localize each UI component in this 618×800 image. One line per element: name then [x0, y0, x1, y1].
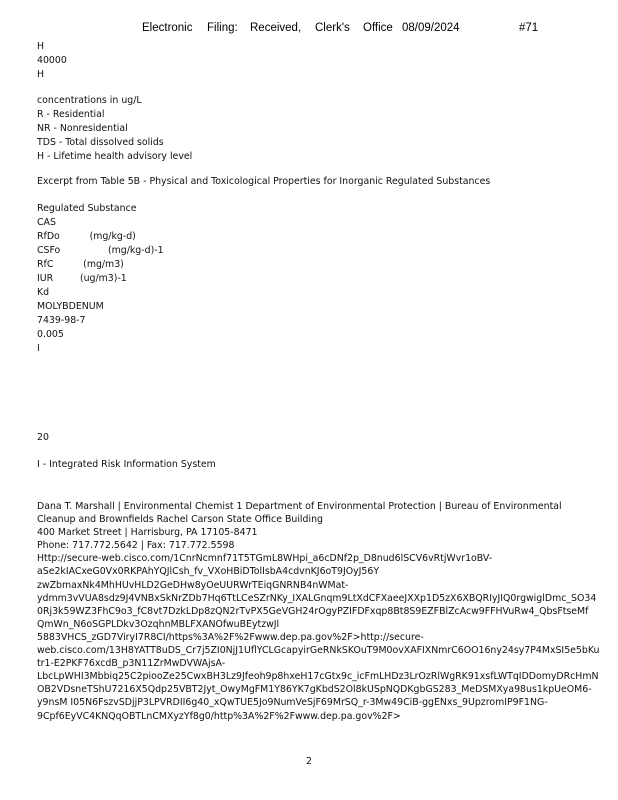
iris-footnote: I - Integrated Risk Information System	[37, 459, 216, 470]
header-received: Received,	[250, 22, 302, 34]
iur-label: IUR (ug/m3)-1	[37, 273, 127, 284]
url-line[interactable]: OB2VDsneTShU7216X5Qdp25VBT2Jyt_OwyMgFM1Y86YK7gKbdS2Ol8kUSpNQDKgbGS283_MeDSMXya98us1kpUeOM6-	[37, 684, 592, 696]
url-line[interactable]: 9Cpf6EyVC4KNQqOBTLnCMXyzYf8g0/http%3A%2F%2Fwww.dep.pa.gov%2F>	[37, 710, 401, 722]
url-line[interactable]: 5883VHCS_zGD7ViryI7R8CI/https%3A%2F%2Fwww.dep.pa.gov%2F>http://secure-	[37, 631, 424, 643]
notes-block	[37, 94, 607, 164]
header-electronic: Electronic	[142, 22, 193, 34]
rfc-label: RfC (mg/m3)	[37, 259, 124, 270]
signature-name-line: Dana T. Marshall | Environmental Chemist 1 Department of Environmental Protection | Bureau of Environmental	[37, 501, 562, 512]
substance-name: MOLYBDENUM	[37, 301, 104, 312]
excerpt-title-block	[37, 175, 607, 189]
url-line[interactable]: ydmm3vVUA8sdz9J4VNBxSkNrZDb7Hq6TtLCeSZrNKy_IXALGnqm9LtXdCFXaeeJXXp1D5zX6XBQRIyJIQ0rgwiglDmc_SO34	[37, 592, 597, 604]
url-line[interactable]: y9nsM I05N6FszvSDjjP3LPVRDII6g40_xQwTUE5Jo9NumVeSjF69MrSQ_r-3Mw49CiB-ggENxs_9UpzromIP9F1NG-	[37, 697, 548, 709]
csfo-label: CSFo (mg/kg-d)-1	[37, 245, 164, 256]
units-note: concentrations in ug/L	[37, 95, 142, 106]
residential-note: R - Residential	[37, 109, 105, 120]
footnote-block	[37, 458, 607, 472]
header-date: 08/09/2024	[402, 22, 460, 34]
cas-value: 7439-98-7	[37, 315, 86, 326]
url-line[interactable]: QmWn_N6oSGPLDkv3OzqhnMBLFXANOfwuBEytzwJl	[37, 618, 280, 630]
filing-stamp-header	[0, 22, 618, 36]
signature-address-line: 400 Market Street | Harrisburg, PA 17105-8471	[37, 527, 258, 539]
header-number: #71	[519, 22, 539, 34]
url-line[interactable]: 0Rj3k59WZ3FhC9o3_fC8vt7DzkLDp8zQN2rTvPX5GeVGH24rOgyPZIFDFxqp8Bt8S9EZFBlZcAcw9FFHVuRw4_QbsFtseMf	[37, 605, 589, 617]
url-line[interactable]: web.cisco.com/13H8YATT8uDS_Cr7j5ZI0NjJ1UflYCLGcapyirGeRNkSKOuT9M0ovXAFIXNmrC6OO16ny24sy7P4MxSI5e5bKu	[37, 645, 600, 657]
value-line: 40000	[37, 55, 67, 66]
signature-phone-line: Phone: 717.772.5642 | Fax: 717.772.5598	[37, 540, 235, 552]
url-line[interactable]: zwZbmaxNk4MhHUvHLD2GeDHw8yOeUURWrTEiqGNRNB4nWMat-	[37, 579, 349, 591]
table-number-block	[37, 431, 607, 445]
page-number: 2	[306, 756, 312, 767]
value-line: H	[37, 41, 45, 52]
nonresidential-note: NR - Nonresidential	[37, 123, 128, 134]
signature-building-line: Cleanup and Brownfields Rachel Carson State Office Building	[37, 514, 323, 526]
rfdo-label: RfDo (mg/kg-d)	[37, 231, 136, 242]
url-line[interactable]: LbcLpWHI3Mbbiq25C2piooZe25CwxBH3Lz9Jfeoh9p8hxeH17cGtx9c_icFmLHDz3LrOzRlWgRK91xsfLWTqIDDomyDRcHmN	[37, 671, 599, 683]
value-line: H	[37, 69, 45, 80]
top-values	[37, 40, 607, 82]
header-clerks: Clerk's	[315, 22, 350, 34]
kd-label: Kd	[37, 287, 50, 298]
url-line[interactable]: aSe2kIACxeG0Vx0RKPAhYQJlCsh_fv_VXoHBiDTolIsbA4cdvnKJ6oT9JOyJ56Y	[37, 566, 380, 578]
properties-table	[37, 202, 607, 356]
health-advisory-note: H - Lifetime health advisory level	[37, 151, 193, 162]
email-signature	[37, 500, 607, 723]
table-number: 20	[37, 432, 49, 443]
table-heading: Regulated Substance	[37, 203, 137, 214]
header-filing: Filing:	[207, 22, 238, 34]
header-office: Office	[363, 22, 393, 34]
cas-label: CAS	[37, 217, 56, 228]
source-code: I	[37, 343, 40, 354]
tds-note: TDS - Total dissolved solids	[37, 137, 164, 148]
url-line[interactable]: tr1-E2PKF76xcdB_p3N11ZrMwDVWAjsA-	[37, 658, 226, 670]
rfdo-value: 0.005	[37, 329, 64, 340]
url-line[interactable]: Http://secure-web.cisco.com/1CnrNcmnf71T5TGmL8WHpi_a6cDNf2p_D8nud6lSCV6vRtjWvr1oBV-	[37, 553, 493, 565]
excerpt-title: Excerpt from Table 5B - Physical and Toxicological Properties for Inorganic Regulated Substances	[37, 176, 491, 187]
